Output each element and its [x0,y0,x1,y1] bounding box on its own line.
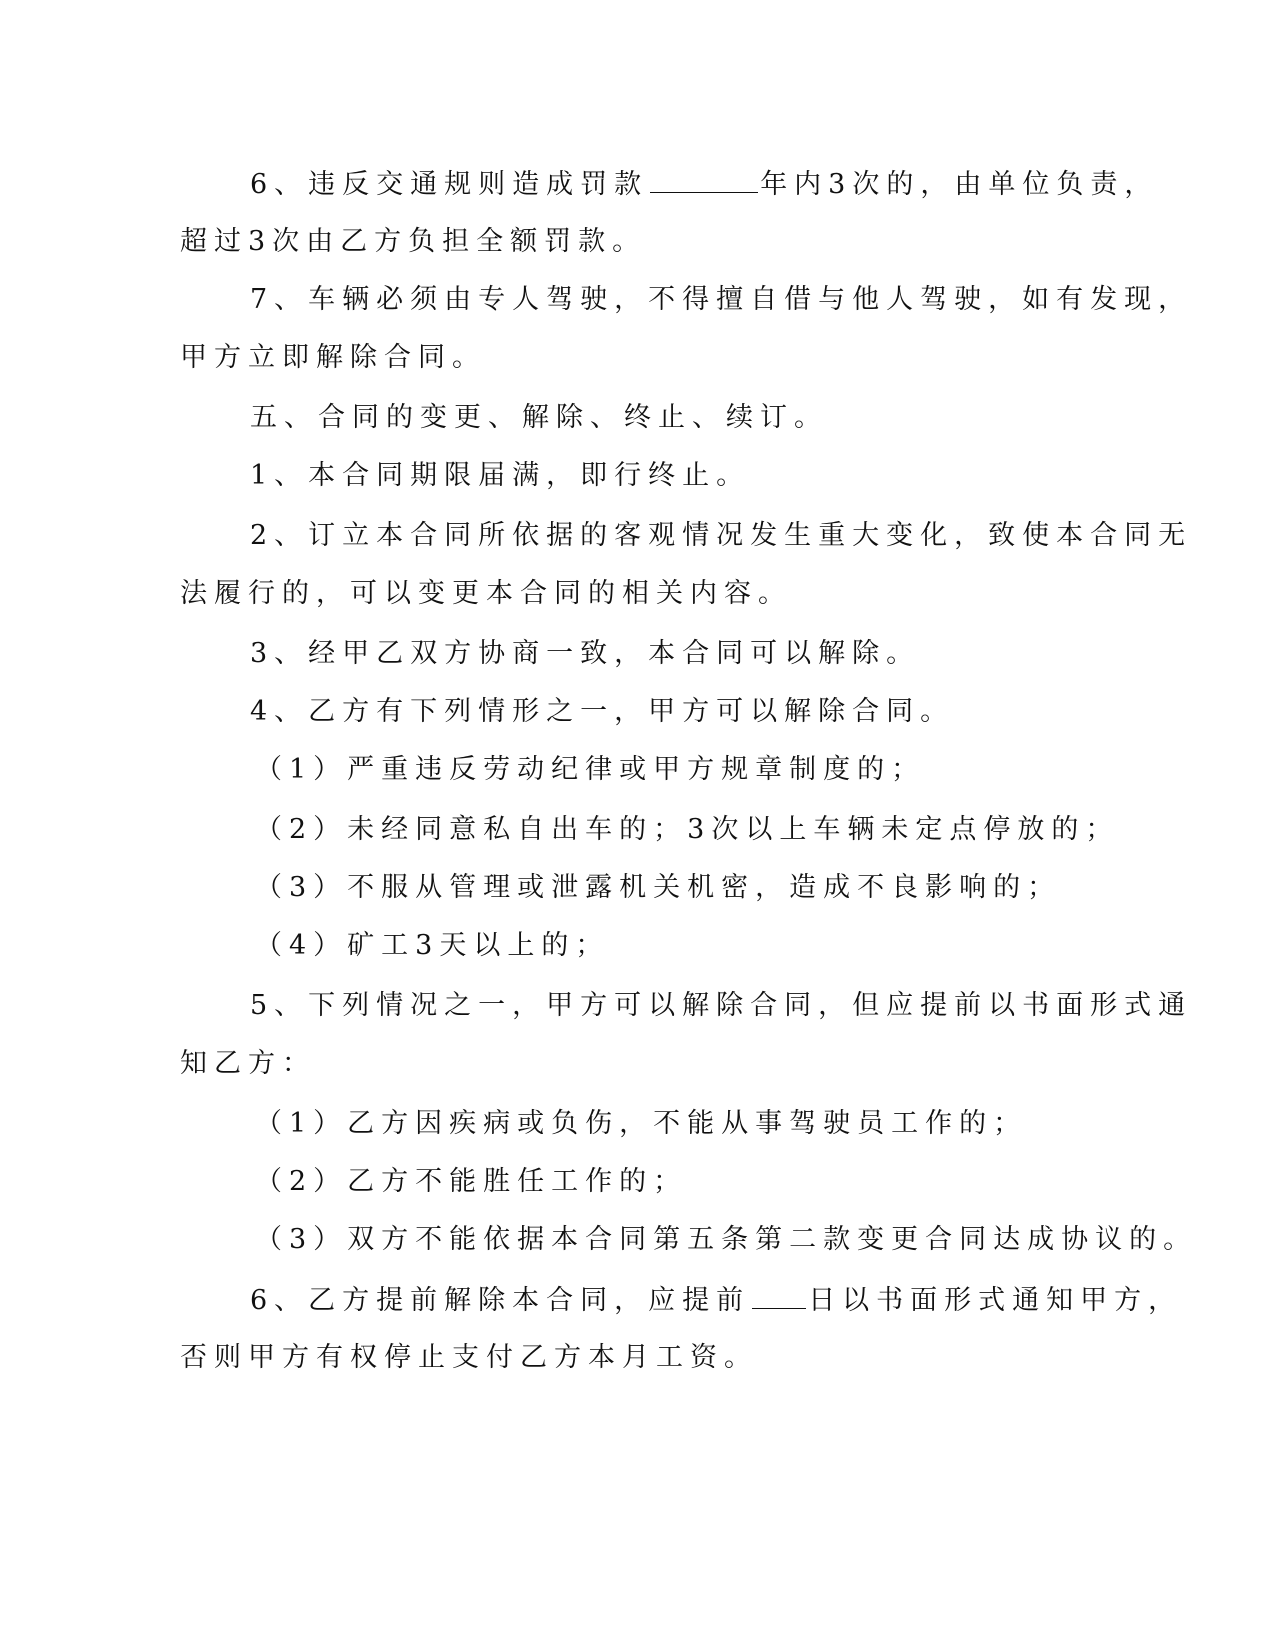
clause-6-line-2: 超过3次由乙方负担全额罚款。 [180,226,647,257]
notice-days-blank [752,1282,806,1309]
fine-amount-blank [650,166,758,193]
clause-6-line-1 [250,166,1158,203]
section-5-item-6-line-2: 否则甲方有权停止支付乙方本月工资。 [180,1342,758,1373]
item-6-text-after: 日以书面形式通知甲方， [808,1285,1183,1316]
clause-7-line-2: 甲方立即解除合同。 [180,342,486,373]
section-5-item-5-line-1: 5、下列情况之一，甲方可以解除合同，但应提前以书面形式通 [250,990,1193,1021]
section-5-item-2-line-1: 2、订立本合同所依据的客观情况发生重大变化，致使本合同无 [250,520,1193,551]
clause-7-line-1: 7、车辆必须由专人驾驶，不得擅自借与他人驾驶，如有发现， [250,284,1193,315]
clause-6-text-before: 6、违反交通规则造成罚款 [250,169,649,200]
item-5-sub-3: （3）双方不能依据本合同第五条第二款变更合同达成协议的。 [255,1224,1198,1255]
section-5-item-4: 4、乙方有下列情形之一，甲方可以解除合同。 [250,696,955,727]
item-5-sub-2: （2）乙方不能胜任工作的； [255,1166,688,1197]
item-4-sub-4: （4）矿工3天以上的； [255,930,610,961]
clause-6-text-after: 年内3次的，由单位负责， [760,169,1159,200]
section-5-item-3: 3、经甲乙双方协商一致，本合同可以解除。 [250,638,921,669]
item-6-text-before: 6、乙方提前解除本合同，应提前 [250,1285,751,1316]
item-4-sub-2: （2）未经同意私自出车的；3次以上车辆未定点停放的； [255,814,1120,845]
section-5-item-6-line-1 [250,1282,1182,1319]
section-5-item-5-line-2: 知乙方： [180,1048,316,1079]
section-5-heading: 五、合同的变更、解除、终止、续订。 [250,402,828,433]
item-4-sub-1: （1）严重违反劳动纪律或甲方规章制度的； [255,754,926,785]
item-5-sub-1: （1）乙方因疾病或负伤，不能从事驾驶员工作的； [255,1108,1028,1139]
item-4-sub-3: （3）不服从管理或泄露机关机密，造成不良影响的； [255,872,1062,903]
section-5-item-2-line-2: 法履行的，可以变更本合同的相关内容。 [180,578,792,609]
section-5-item-1: 1、本合同期限届满，即行终止。 [250,460,751,491]
